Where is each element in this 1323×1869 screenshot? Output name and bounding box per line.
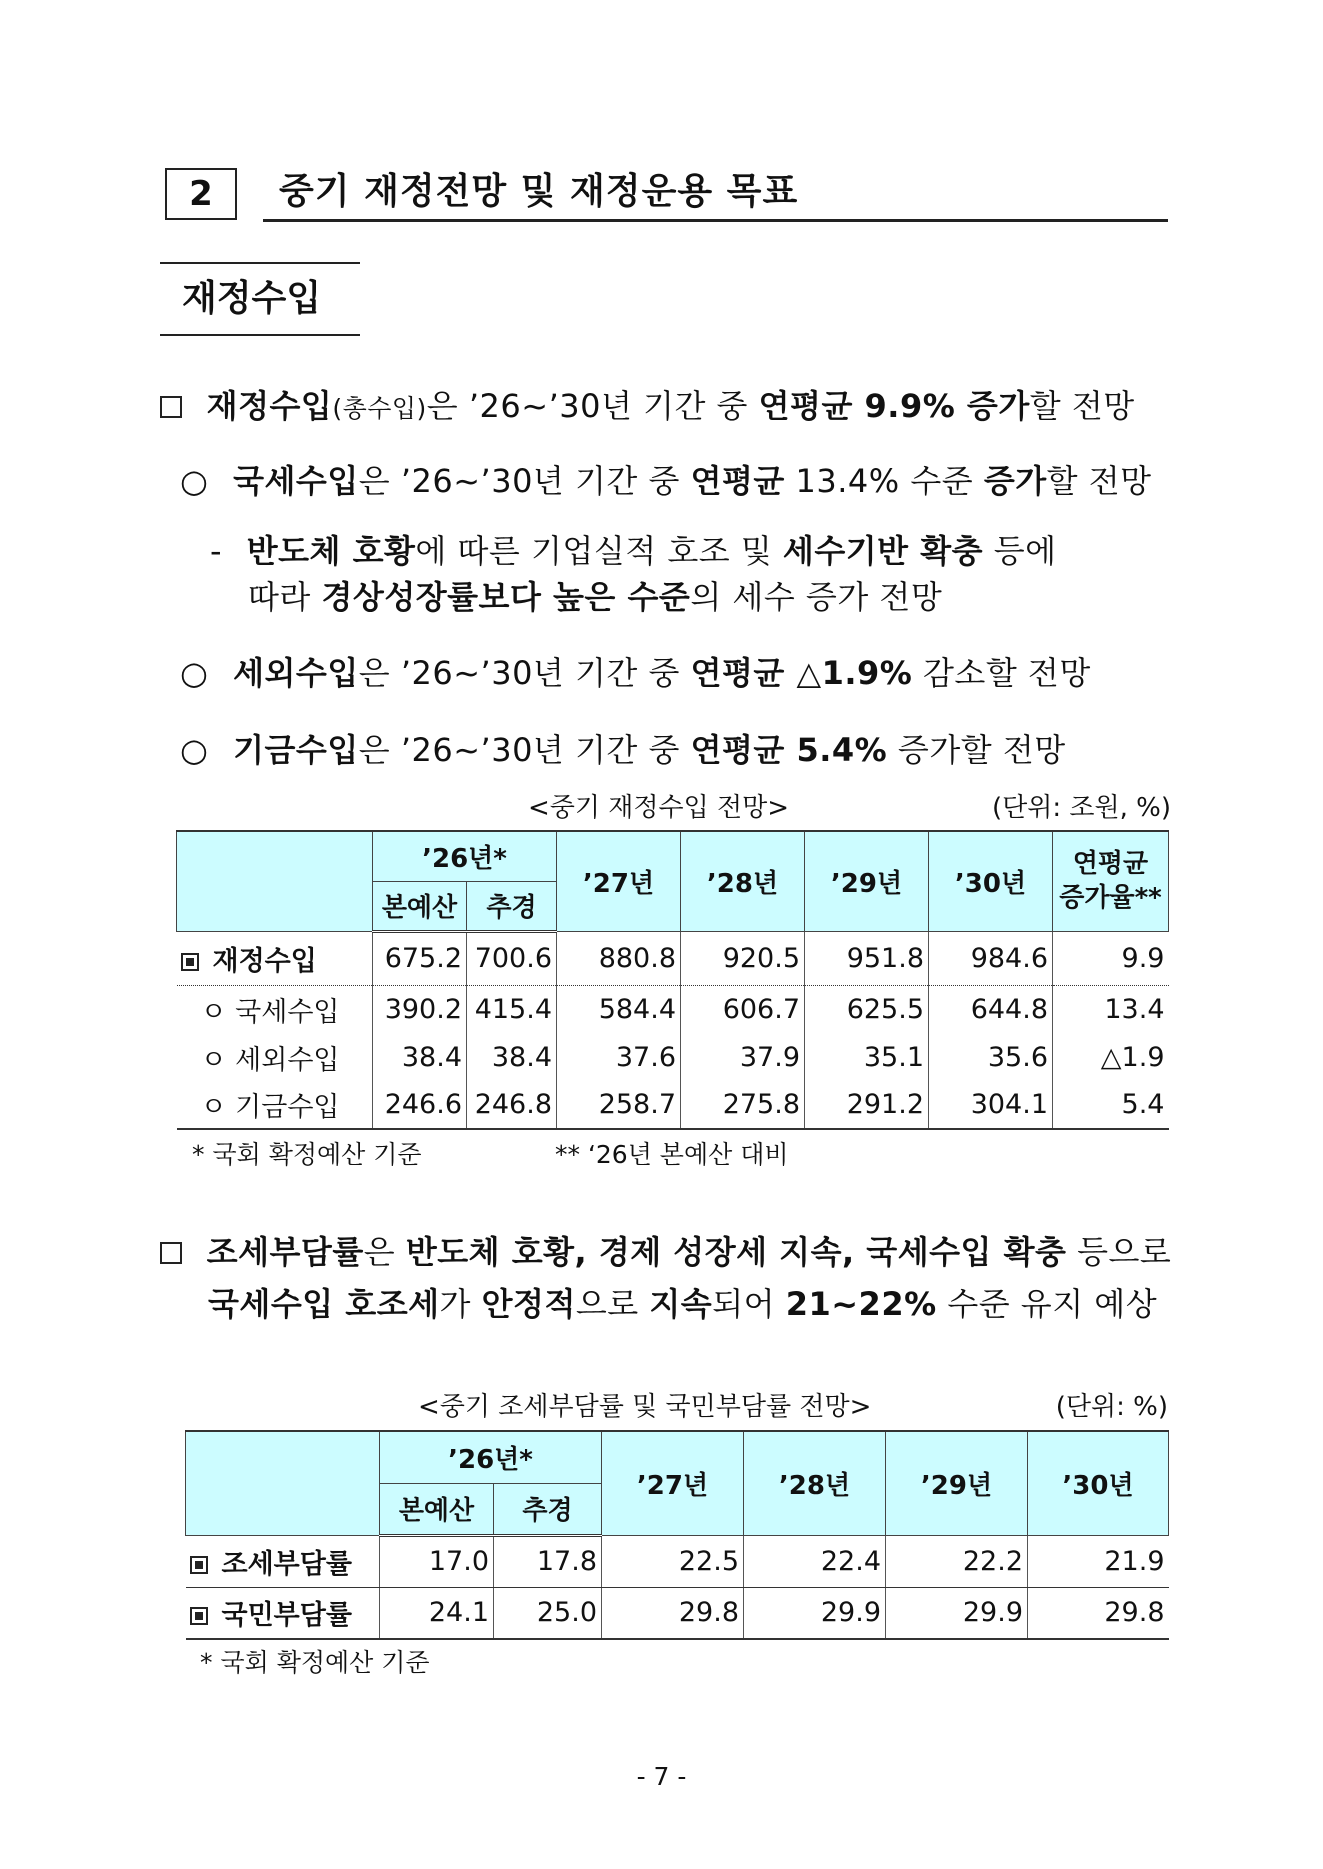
text: 수준 유지 예상 xyxy=(936,1285,1158,1323)
cell: 606.7 xyxy=(681,985,805,1033)
table2-note: * 국회 확정예산 기준 xyxy=(200,1648,430,1677)
text-bold: 안정적 xyxy=(481,1285,576,1323)
cell: 21.9 xyxy=(1028,1535,1169,1587)
circle-bullet-icon: ○ xyxy=(180,462,209,500)
row-label-text: 국민부담률 xyxy=(221,1600,352,1632)
text-bold: 세수기반 확충 xyxy=(782,532,984,570)
tax-burden-table xyxy=(185,1430,1169,1640)
header-2030: ’30년 xyxy=(1028,1431,1169,1535)
bullet-fund xyxy=(180,730,1066,770)
cell: 22.2 xyxy=(886,1535,1028,1587)
text-bold: 연평균 5.4% xyxy=(690,731,888,769)
checkbox-square-icon xyxy=(190,1607,208,1625)
square-bullet-icon xyxy=(160,1242,182,1264)
cell: 38.4 xyxy=(373,1033,467,1081)
text: 은 xyxy=(363,1233,406,1271)
row-label xyxy=(186,1535,380,1587)
table-row xyxy=(186,1535,1169,1587)
cell: 644.8 xyxy=(929,985,1053,1033)
cell: 24.1 xyxy=(380,1587,494,1639)
text-bold: 재정수입 xyxy=(206,387,333,425)
header-2030: ’30년 xyxy=(929,831,1053,931)
cell: 17.0 xyxy=(380,1535,494,1587)
paragraph-revenue xyxy=(160,386,1135,429)
text-bold: 세외수입 xyxy=(233,654,359,692)
cell: 584.4 xyxy=(557,985,681,1033)
row-label: ㅇ 기금수입 xyxy=(177,1081,373,1129)
text: 증가할 전망 xyxy=(887,731,1066,769)
header-blank xyxy=(186,1431,380,1535)
cell: 35.1 xyxy=(805,1033,929,1081)
cell: 38.4 xyxy=(467,1033,557,1081)
cell: 37.9 xyxy=(681,1033,805,1081)
section-number: 2 xyxy=(165,168,237,220)
bullet-national-tax xyxy=(180,461,1152,501)
cell: 291.2 xyxy=(805,1081,929,1129)
square-bullet-icon xyxy=(160,396,182,418)
cell: 29.8 xyxy=(602,1587,744,1639)
header-blank xyxy=(177,831,373,931)
header-avg-line1: 연평균 xyxy=(1072,849,1149,880)
header-base-budget: 본예산 xyxy=(373,881,467,931)
cell: △1.9 xyxy=(1053,1033,1169,1081)
table1-caption: <중기 재정수입 전망> xyxy=(528,793,790,823)
cell: 275.8 xyxy=(681,1081,805,1129)
text-bold: 21~22% xyxy=(785,1285,937,1323)
text-bold: 연평균 9.9% 증가 xyxy=(758,387,1030,425)
cell: 22.4 xyxy=(744,1535,886,1587)
text-bold: 국세수입 xyxy=(233,462,359,500)
revenue-table xyxy=(176,830,1169,1130)
table-row xyxy=(177,931,1169,985)
cell: 5.4 xyxy=(1053,1081,1169,1129)
dash-item-line1 xyxy=(210,531,1057,571)
header-avg-line2: 증가율** xyxy=(1059,883,1162,914)
page-number: - 7 - xyxy=(636,1762,687,1791)
cell: 35.6 xyxy=(929,1033,1053,1081)
header-2026: ’26년* xyxy=(380,1431,602,1483)
table-row xyxy=(177,985,1169,1033)
table-row xyxy=(177,1033,1169,1081)
text: 은 ’26~’30년 기간 중 xyxy=(358,462,691,500)
row-label xyxy=(177,931,373,985)
table-row xyxy=(186,1587,1169,1639)
table1-unit: (단위: 조원, %) xyxy=(992,793,1172,823)
table1-note1: * 국회 확정예산 기준 xyxy=(192,1140,422,1169)
text: 에 따른 기업실적 호조 및 xyxy=(415,532,783,570)
text: 으로 xyxy=(575,1285,650,1323)
header-2029: ’29년 xyxy=(805,831,929,931)
checkbox-square-icon xyxy=(181,953,199,971)
section-title: 중기 재정전망 및 재정운용 목표 xyxy=(263,170,1168,222)
cell: 25.0 xyxy=(494,1587,602,1639)
row-label-text: 조세부담률 xyxy=(221,1548,352,1580)
cell: 880.8 xyxy=(557,931,681,985)
text: 등에 xyxy=(983,532,1057,570)
cell: 920.5 xyxy=(681,931,805,985)
header-supplementary: 추경 xyxy=(494,1483,602,1535)
text-bold: △1.9% xyxy=(784,654,913,692)
row-label xyxy=(186,1587,380,1639)
cell: 17.8 xyxy=(494,1535,602,1587)
text-bold: 연평균 xyxy=(690,654,785,692)
cell: 625.5 xyxy=(805,985,929,1033)
text-bold: 조세부담률 xyxy=(206,1233,364,1271)
cell: 951.8 xyxy=(805,931,929,985)
row-label: ㅇ 세외수입 xyxy=(200,1044,340,1076)
text-small: (총수입) xyxy=(332,394,427,423)
text: 되어 xyxy=(712,1285,786,1323)
text-bold: 증가 xyxy=(983,462,1047,500)
paragraph-tax-burden-line2 xyxy=(208,1284,1157,1324)
circle-bullet-icon: ○ xyxy=(180,654,209,692)
text-bold: 반도체 호황, 경제 성장세 지속, 국세수입 확충 xyxy=(405,1233,1067,1271)
text: 의 세수 증가 전망 xyxy=(690,578,943,616)
text-bold: 국세수입 호조세 xyxy=(208,1285,440,1323)
text: 은 ’26~’30년 기간 중 xyxy=(426,387,759,425)
text: 할 전망 xyxy=(1046,462,1152,500)
header-2028: ’28년 xyxy=(744,1431,886,1535)
checkbox-square-icon xyxy=(190,1556,208,1574)
text: 감소할 전망 xyxy=(912,654,1091,692)
header-2026: ’26년* xyxy=(373,831,557,881)
text: 따라 xyxy=(248,578,322,616)
subheading: 재정수입 xyxy=(160,262,360,336)
table1-note2: ** ‘26년 본예산 대비 xyxy=(555,1140,789,1169)
cell: 29.9 xyxy=(744,1587,886,1639)
text: 가 xyxy=(439,1285,482,1323)
cell: 29.9 xyxy=(886,1587,1028,1639)
cell: 13.4 xyxy=(1053,985,1169,1033)
text-bold: 지속 xyxy=(649,1285,713,1323)
text-bold: 기금수입 xyxy=(233,731,359,769)
header-base-budget: 본예산 xyxy=(380,1483,494,1535)
circle-bullet-icon: ○ xyxy=(180,731,209,769)
cell: 675.2 xyxy=(373,931,467,985)
row-label: ㅇ 국세수입 xyxy=(200,996,340,1028)
bullet-non-tax xyxy=(180,653,1091,693)
text: 할 전망 xyxy=(1029,387,1135,425)
table-row xyxy=(177,1081,1169,1129)
header-2027: ’27년 xyxy=(602,1431,744,1535)
text: 은 ’26~’30년 기간 중 xyxy=(358,731,691,769)
cell: 390.2 xyxy=(373,985,467,1033)
cell: 700.6 xyxy=(467,931,557,985)
dash-bullet: - xyxy=(210,532,223,570)
cell: 415.4 xyxy=(467,985,557,1033)
text-bold: 연평균 xyxy=(690,462,785,500)
table2-caption: <중기 조세부담률 및 국민부담률 전망> xyxy=(418,1392,872,1422)
row-label-text: 재정수입 xyxy=(212,945,317,977)
text: 13.4% 수준 xyxy=(784,462,984,500)
header-avg-growth xyxy=(1053,831,1169,931)
cell: 246.6 xyxy=(373,1081,467,1129)
header-2029: ’29년 xyxy=(886,1431,1028,1535)
table2-unit: (단위: %) xyxy=(1055,1392,1168,1422)
dash-item-line2 xyxy=(248,577,942,617)
header-2028: ’28년 xyxy=(681,831,805,931)
text-bold: 경상성장률보다 높은 수준 xyxy=(321,578,691,616)
cell: 984.6 xyxy=(929,931,1053,985)
header-supplementary: 추경 xyxy=(467,881,557,931)
text: 은 ’26~’30년 기간 중 xyxy=(358,654,691,692)
cell: 258.7 xyxy=(557,1081,681,1129)
paragraph-tax-burden-line1 xyxy=(160,1232,1171,1272)
cell: 29.8 xyxy=(1028,1587,1169,1639)
cell: 22.5 xyxy=(602,1535,744,1587)
cell: 9.9 xyxy=(1053,931,1169,985)
text-bold: 반도체 호황 xyxy=(246,532,416,570)
header-2027: ’27년 xyxy=(557,831,681,931)
cell: 304.1 xyxy=(929,1081,1053,1129)
cell: 246.8 xyxy=(467,1081,557,1129)
cell: 37.6 xyxy=(557,1033,681,1081)
text: 등으로 xyxy=(1066,1233,1172,1271)
